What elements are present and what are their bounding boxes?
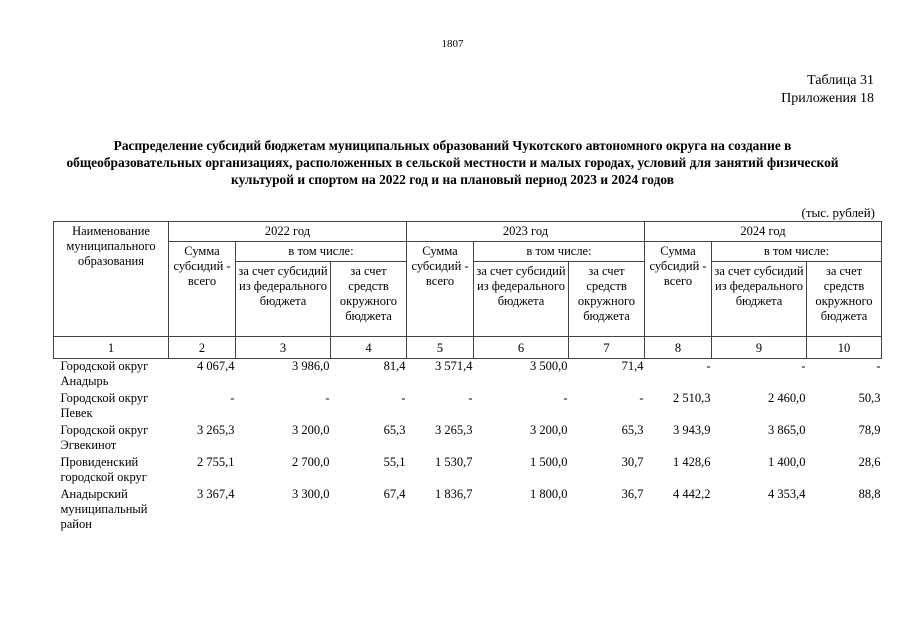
header-year-2024: 2024 год	[645, 222, 882, 242]
col-number: 1	[54, 337, 169, 359]
cell-value: 81,4	[383, 359, 406, 373]
cell-value: 28,6	[858, 455, 881, 469]
cell-value: 71,4	[621, 359, 644, 373]
col-number: 8	[645, 337, 712, 359]
page-number: 1807	[441, 38, 464, 50]
header-federal-2023: за счет субсидий из федерального бюджета	[474, 262, 569, 337]
cell-value: 3 943,9	[673, 423, 711, 437]
table-row	[54, 359, 882, 392]
header-federal-2024: за счет субсидий из федерального бюджета	[712, 262, 807, 337]
header-total-2022: Сумма субсидий - всего	[169, 242, 236, 337]
table-row	[54, 455, 882, 487]
cell-value: -	[876, 359, 881, 373]
document-title: Распределение субсидий бюджетам муниципальных образований Чукотского автономного округа на создание в общеобразовательных организациях, расположенных в сельской местности и малых городах, условий для занятий физической культурой и спортом на 2022 год и на плановый период 2023 и 2024 годов	[66, 138, 839, 187]
col-number: 5	[407, 337, 474, 359]
cell-value: 2 460,0	[768, 391, 806, 405]
cell-value: -	[325, 391, 330, 405]
municipality-name: Городской округ Певек	[60, 391, 149, 420]
cell-value: 3 200,0	[530, 423, 568, 437]
cell-value: 3 986,0	[292, 359, 330, 373]
cell-value: -	[401, 391, 406, 405]
table-reference	[781, 72, 874, 108]
cell-value: 78,9	[858, 423, 881, 437]
cell-value: -	[801, 359, 806, 373]
table-row	[54, 487, 882, 534]
header-district-2024: за счет средств окружного бюджета	[807, 262, 882, 337]
cell-value: 55,1	[383, 455, 406, 469]
header-year-2022: 2022 год	[169, 222, 407, 242]
cell-value: -	[230, 391, 235, 405]
cell-value: 2 755,1	[197, 455, 235, 469]
header-incl-2024: в том числе:	[712, 242, 882, 262]
cell-value: 3 571,4	[435, 359, 473, 373]
cell-value: 1 400,0	[768, 455, 806, 469]
header-incl-2022: в том числе:	[236, 242, 407, 262]
cell-value: 50,3	[858, 391, 881, 405]
cell-value: -	[639, 391, 644, 405]
cell-value: 1 500,0	[530, 455, 568, 469]
units-label: (тыс. рублей)	[801, 205, 875, 220]
header-district-2022: за счет средств окружного бюджета	[331, 262, 407, 337]
subsidy-table	[53, 221, 882, 534]
municipality-name: Провиденский городской округ	[60, 455, 147, 484]
municipality-name: Городской округ Эгвекинот	[60, 423, 149, 452]
cell-value: -	[468, 391, 473, 405]
cell-value: 3 265,3	[197, 423, 235, 437]
cell-value: 36,7	[621, 487, 644, 501]
cell-value: 3 500,0	[530, 359, 568, 373]
col-number: 4	[331, 337, 407, 359]
cell-value: 1 428,6	[673, 455, 711, 469]
municipality-name: Городской округ Анадырь	[60, 359, 149, 388]
col-number: 6	[474, 337, 569, 359]
cell-value: 65,3	[383, 423, 406, 437]
cell-value: 2 700,0	[292, 455, 330, 469]
cell-value: 1 836,7	[435, 487, 473, 501]
header-name-column: Наименование муниципального образования	[54, 222, 169, 337]
cell-value: -	[706, 359, 711, 373]
cell-value: 30,7	[621, 455, 644, 469]
header-incl-2023: в том числе:	[474, 242, 645, 262]
table-row	[54, 391, 882, 423]
cell-value: 3 300,0	[292, 487, 330, 501]
cell-value: 3 367,4	[197, 487, 235, 501]
table-row	[54, 423, 882, 455]
municipality-name: Анадырский муниципальный район	[60, 487, 148, 531]
header-total-2024: Сумма субсидий - всего	[645, 242, 712, 337]
header-total-2023: Сумма субсидий - всего	[407, 242, 474, 337]
cell-value: 3 200,0	[292, 423, 330, 437]
header-district-2023: за счет средств окружного бюджета	[569, 262, 645, 337]
col-number: 10	[807, 337, 882, 359]
cell-value: 3 865,0	[768, 423, 806, 437]
cell-value: 1 530,7	[435, 455, 473, 469]
cell-value: 65,3	[621, 423, 644, 437]
cell-value: -	[563, 391, 568, 405]
cell-value: 1 800,0	[530, 487, 568, 501]
col-number: 2	[169, 337, 236, 359]
cell-value: 67,4	[383, 487, 406, 501]
cell-value: 4 067,4	[197, 359, 235, 373]
col-number: 7	[569, 337, 645, 359]
col-number: 3	[236, 337, 331, 359]
header-federal-2022: за счет субсидий из федерального бюджета	[236, 262, 331, 337]
header-year-2023: 2023 год	[407, 222, 645, 242]
cell-value: 4 442,2	[673, 487, 711, 501]
cell-value: 4 353,4	[768, 487, 806, 501]
cell-value: 88,8	[858, 487, 881, 501]
cell-value: 2 510,3	[673, 391, 711, 405]
appendix-number: Приложения 18	[781, 91, 874, 106]
table-number: Таблица 31	[807, 73, 874, 88]
col-number: 9	[712, 337, 807, 359]
cell-value: 3 265,3	[435, 423, 473, 437]
